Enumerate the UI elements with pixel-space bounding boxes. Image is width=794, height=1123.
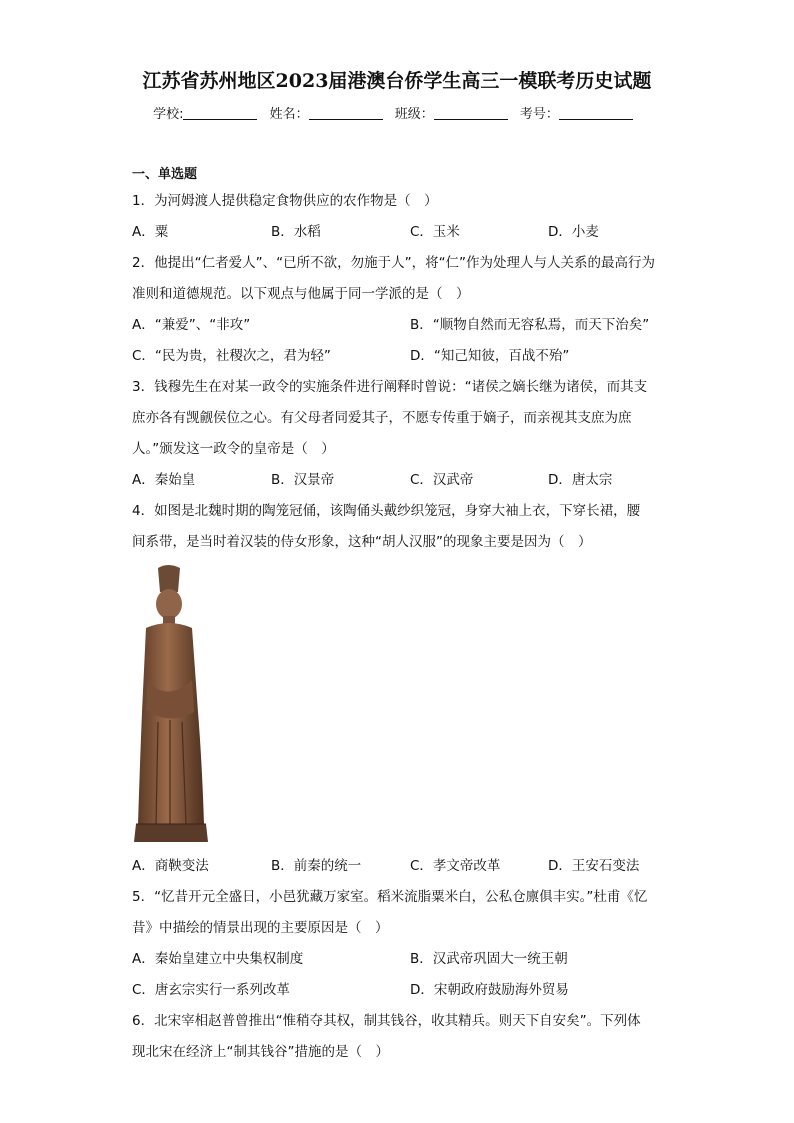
school-blank[interactable]: [183, 106, 257, 120]
name-label: 姓名：: [269, 107, 309, 122]
question-6-text-line2: 现北宋在经济上“制其钱谷”措施的是（ ）: [132, 1044, 389, 1060]
question-2-text-line1: 2．他提出“仁者爱人”、“已所不欲，勿施于人”，将“仁”作为处理人与人关系的最高行为: [132, 255, 656, 271]
question-5-text-line2: 昔》中描绘的情景出现的主要原因是（ ）: [132, 920, 389, 936]
q1-option-c[interactable]: C．玉米: [410, 224, 460, 240]
name-blank[interactable]: [309, 106, 383, 120]
figurine-hat: [158, 565, 180, 592]
exam-title: 江苏省苏州地区2023届港澳台侨学生高三一模联考历史试题: [142, 70, 652, 92]
question-2-text-line2: 准则和道德规范。以下观点与他属于同一学派的是（ ）: [132, 286, 470, 302]
q2-option-b[interactable]: B．“顺物自然而无容私焉，而天下治矣”: [410, 317, 650, 333]
class-blank[interactable]: [434, 106, 508, 120]
figurine-neck: [163, 616, 175, 624]
section-title: 一、单选题: [132, 167, 198, 182]
figurine-body: [138, 623, 204, 836]
q5-option-a[interactable]: A．秦始皇建立中央集权制度: [132, 951, 304, 967]
figurine-base: [134, 824, 208, 842]
q4-option-d[interactable]: D．王安石变法: [548, 858, 640, 874]
question-6-text-line1: 6．北宋宰相赵普曾推出“惟稍夺其权，制其钱谷，收其精兵。则天下自安矣”。下列体: [132, 1013, 641, 1029]
question-3-text-line3: 人。”颁发这一政令的皇帝是（ ）: [132, 441, 335, 457]
q5-option-b[interactable]: B．汉武帝巩固大一统王朝: [410, 951, 568, 967]
q3-option-b[interactable]: B．汉景帝: [271, 472, 335, 488]
q2-option-d[interactable]: D．“知己知彼，百战不殆”: [410, 348, 570, 364]
question-4-text-line2: 间系带，是当时着汉装的侍女形象，这种“胡人汉服”的现象主要是因为（ ）: [132, 534, 592, 550]
q2-option-a[interactable]: A．“兼爱”、“非攻”: [132, 317, 251, 333]
class-label: 班级：: [394, 107, 434, 122]
q5-option-c[interactable]: C．唐玄宗实行一系列改革: [132, 982, 290, 998]
student-info-row: [0, 103, 794, 122]
q1-option-b[interactable]: B．水稻: [271, 224, 321, 240]
question-3-text-line2: 庶亦各有觊觎侯位之心。有父母者同爱其子，不愿专传重于嫡子，而亲视其支庶为庶: [132, 410, 632, 426]
q4-option-a[interactable]: A．商鞅变法: [132, 858, 209, 874]
q3-option-c[interactable]: C．汉武帝: [410, 472, 474, 488]
pottery-figurine-image: [128, 562, 214, 846]
q2-option-c[interactable]: C．“民为贵，社稷次之，君为轻”: [132, 348, 331, 364]
q4-option-c[interactable]: C．孝文帝改革: [410, 858, 501, 874]
q1-option-a[interactable]: A．粟: [132, 224, 169, 240]
question-4-text-line1: 4．如图是北魏时期的陶笼冠俑，该陶俑头戴纱织笼冠，身穿大袖上衣，下穿长裙，腰: [132, 503, 641, 519]
figurine-head: [156, 589, 182, 619]
q3-option-a[interactable]: A．秦始皇: [132, 472, 196, 488]
question-5-text-line1: 5．“忆昔开元全盛日，小邑犹藏万家室。稻米流脂粟米白，公私仓廪俱丰实。”杜甫《忆: [132, 889, 648, 905]
number-blank[interactable]: [559, 106, 633, 120]
q1-option-d[interactable]: D．小麦: [548, 224, 599, 240]
school-label: 学校:: [153, 107, 184, 122]
question-1-text: 1．为河姆渡人提供稳定食物供应的农作物是（ ）: [132, 193, 438, 209]
question-3-text-line1: 3．钱穆先生在对某一政令的实施条件进行阐释时曾说：“诸侯之嫡长继为诸侯，而其支: [132, 379, 648, 395]
q3-option-d[interactable]: D．唐太宗: [548, 472, 613, 488]
q4-option-b[interactable]: B．前秦的统一: [271, 858, 362, 874]
q5-option-d[interactable]: D．宋朝政府鼓励海外贸易: [410, 982, 569, 998]
number-label: 考号：: [519, 107, 559, 122]
